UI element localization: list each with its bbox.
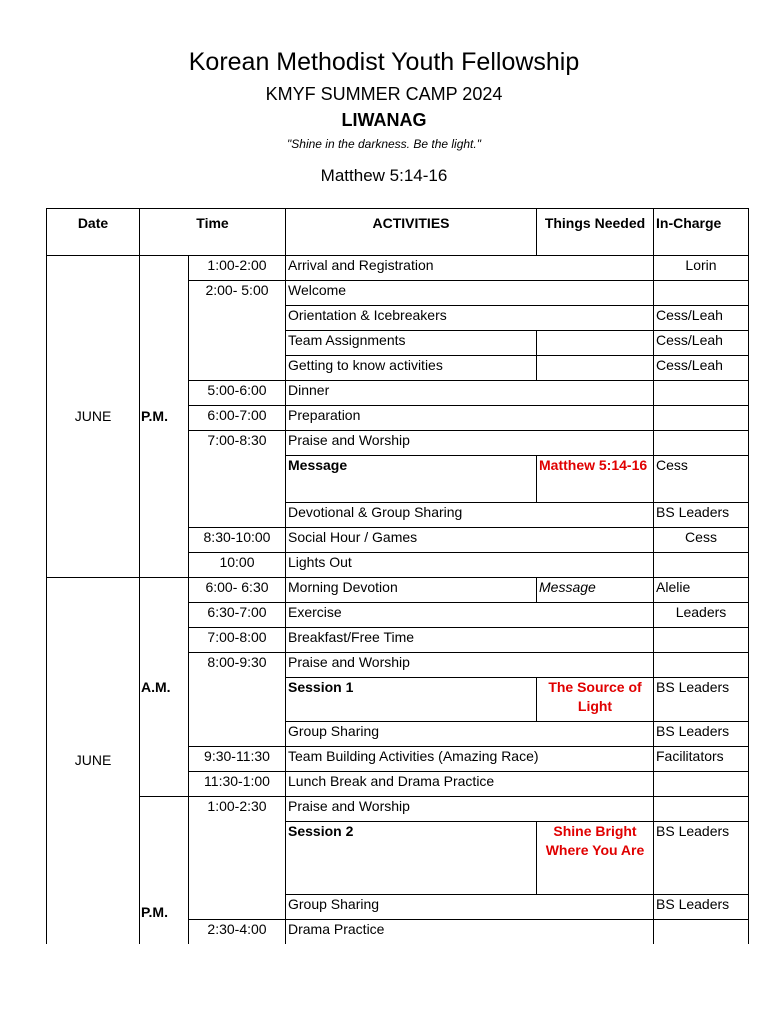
incharge-cell: Cess (654, 456, 749, 503)
incharge-cell: Facilitators (654, 747, 749, 772)
incharge-cell: Cess/Leah (654, 331, 749, 356)
schedule-table (46, 208, 749, 944)
time-cell: 1:00-2:30 (189, 797, 286, 920)
incharge-cell (654, 653, 749, 678)
incharge-cell: Cess/Leah (654, 356, 749, 381)
things-cell: Message (537, 578, 654, 603)
time-cell: 6:30-7:00 (189, 603, 286, 628)
day2-period-pm: P.M. (140, 797, 189, 944)
activity-cell: Praise and Worship (286, 797, 654, 822)
activity-cell: Group Sharing (286, 895, 654, 920)
activity-cell: Orientation & Icebreakers (286, 306, 654, 331)
incharge-cell (654, 628, 749, 653)
table-row (47, 256, 749, 281)
time-cell: 5:00-6:00 (189, 381, 286, 406)
time-cell: 10:00 (189, 553, 286, 578)
header-activities: ACTIVITIES (286, 209, 537, 256)
activity-cell: Morning Devotion (286, 578, 537, 603)
time-cell: 8:30-10:00 (189, 528, 286, 553)
time-cell: 1:00-2:00 (189, 256, 286, 281)
verse-reference: Matthew 5:14-16 (320, 166, 448, 185)
incharge-cell (654, 406, 749, 431)
time-cell: 7:00-8:30 (189, 431, 286, 528)
table-row (47, 578, 749, 603)
activity-cell: Lights Out (286, 553, 654, 578)
time-cell: 6:00-7:00 (189, 406, 286, 431)
table-row (47, 797, 749, 822)
activity-cell: Arrival and Registration (286, 256, 654, 281)
activity-cell: Getting to know activities (286, 356, 537, 381)
day2-date: JUNE (47, 578, 140, 944)
theme-title: LIWANAG (341, 110, 427, 130)
header-in-charge: In-Charge (654, 209, 749, 256)
things-cell: Matthew 5:14-16 (537, 456, 654, 503)
tagline: "Shine in the darkness. Be the light." (287, 137, 481, 151)
day1-date: JUNE (47, 256, 140, 578)
time-cell: 9:30-11:30 (189, 747, 286, 772)
incharge-cell (654, 772, 749, 797)
time-cell: 2:00- 5:00 (189, 281, 286, 381)
time-cell: 7:00-8:00 (189, 628, 286, 653)
activity-cell: Dinner (286, 381, 654, 406)
incharge-cell: Leaders (654, 603, 749, 628)
header-date: Date (47, 209, 140, 256)
time-cell: 6:00- 6:30 (189, 578, 286, 603)
day2-period-am: A.M. (140, 578, 189, 797)
activity-cell: Devotional & Group Sharing (286, 503, 654, 528)
activity-cell: Drama Practice (286, 920, 654, 944)
time-cell: 2:30-4:00 (189, 920, 286, 944)
header-things-needed: Things Needed (537, 209, 654, 256)
activity-cell: Session 1 (286, 678, 537, 722)
incharge-cell (654, 553, 749, 578)
activity-cell: Lunch Break and Drama Practice (286, 772, 654, 797)
incharge-cell (654, 381, 749, 406)
activity-cell: Welcome (286, 281, 654, 306)
activity-cell: Exercise (286, 603, 654, 628)
activity-cell: Message (286, 456, 537, 503)
incharge-cell (654, 920, 749, 944)
things-cell: Shine Bright Where You Are (537, 822, 654, 895)
activity-cell: Praise and Worship (286, 653, 654, 678)
incharge-cell (654, 797, 749, 822)
things-cell: The Source of Light (537, 678, 654, 722)
time-cell: 11:30-1:00 (189, 772, 286, 797)
activity-cell: Social Hour / Games (286, 528, 654, 553)
incharge-cell: Lorin (654, 256, 749, 281)
activity-cell: Team Assignments (286, 331, 537, 356)
header-time: Time (140, 209, 286, 256)
org-title: Korean Methodist Youth Fellowship (188, 48, 580, 76)
incharge-cell (654, 281, 749, 306)
incharge-cell: BS Leaders (654, 678, 749, 722)
incharge-cell (654, 431, 749, 456)
activity-cell: Praise and Worship (286, 431, 654, 456)
table-header-row (47, 209, 749, 256)
activity-cell: Preparation (286, 406, 654, 431)
incharge-cell: BS Leaders (654, 895, 749, 920)
incharge-cell: Alelie (654, 578, 749, 603)
activity-cell: Team Building Activities (Amazing Race) (286, 747, 654, 772)
time-cell: 8:00-9:30 (189, 653, 286, 747)
activity-cell: Session 2 (286, 822, 537, 895)
activity-cell: Group Sharing (286, 722, 654, 747)
incharge-cell: BS Leaders (654, 503, 749, 528)
incharge-cell: BS Leaders (654, 722, 749, 747)
incharge-cell: Cess (654, 528, 749, 553)
incharge-cell: Cess/Leah (654, 306, 749, 331)
things-cell (537, 356, 654, 381)
activity-cell: Breakfast/Free Time (286, 628, 654, 653)
day1-period: P.M. (140, 256, 189, 578)
incharge-cell: BS Leaders (654, 822, 749, 895)
things-cell (537, 331, 654, 356)
event-title: KMYF SUMMER CAMP 2024 (265, 84, 503, 104)
